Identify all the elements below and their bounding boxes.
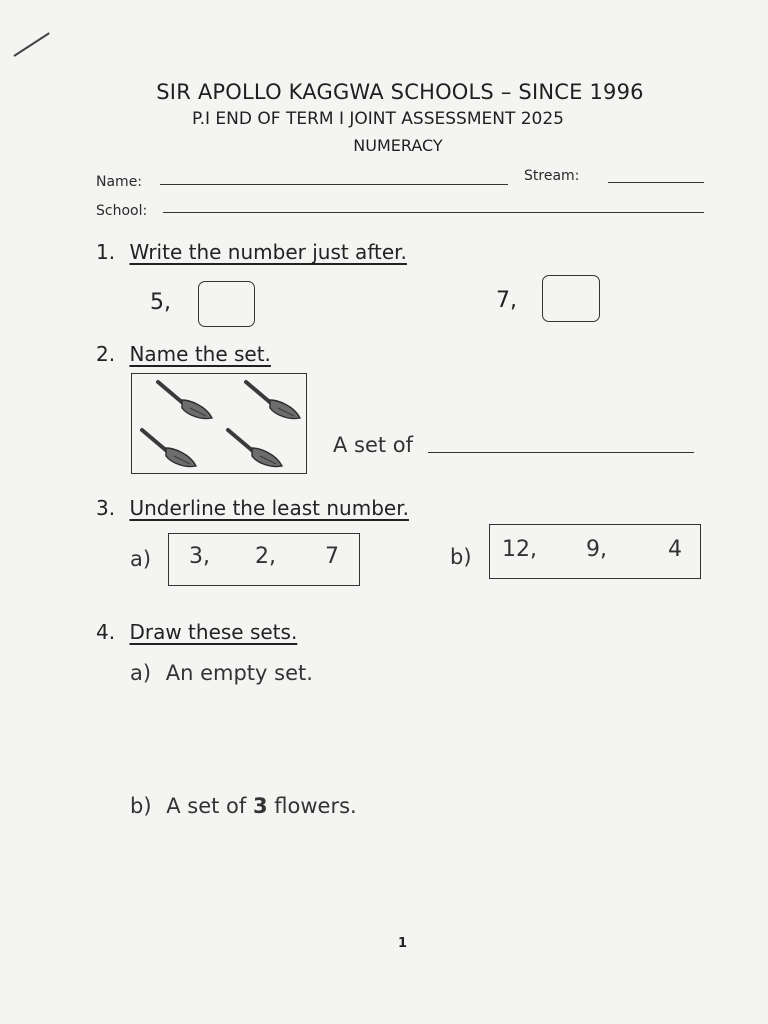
paint-brush-icon	[224, 426, 286, 472]
question-4-heading	[96, 620, 297, 644]
question-1-number: 1.	[96, 240, 116, 264]
stream-field[interactable]	[608, 182, 704, 183]
name-field[interactable]	[160, 184, 508, 185]
q4-part-b-prefix: A set of	[166, 794, 247, 818]
q3-a-value-1[interactable]: 3,	[189, 544, 210, 569]
page-number: 1	[398, 936, 408, 951]
q3-part-b-box	[489, 524, 701, 579]
q4-part-b	[130, 794, 357, 818]
q4-part-a-drawing-area[interactable]	[130, 700, 690, 790]
q4-part-b-label: b)	[130, 794, 152, 818]
paint-brush-icon	[154, 378, 216, 424]
school-title: SIR APOLLO KAGGWA SCHOOLS – SINCE 1996	[156, 80, 644, 104]
assessment-title: P.I END OF TERM I JOINT ASSESSMENT 2025	[192, 109, 564, 129]
q3-b-value-2[interactable]: 9,	[586, 537, 607, 562]
q2-answer-line[interactable]	[428, 452, 694, 453]
question-3-text: Underline the least number.	[129, 496, 409, 520]
q1-answer-box-1[interactable]	[198, 281, 255, 327]
q3-a-value-3[interactable]: 7	[325, 544, 339, 569]
question-3-number: 3.	[96, 496, 116, 520]
name-label: Name:	[96, 174, 143, 190]
q3-part-a-label: a)	[130, 547, 152, 571]
question-3-heading	[96, 496, 409, 520]
question-1-text: Write the number just after.	[129, 240, 407, 264]
q1-item-5: 5,	[150, 290, 171, 315]
question-4-text: Draw these sets.	[129, 620, 298, 644]
q1-answer-box-2[interactable]	[542, 275, 600, 322]
brush-set-picture	[131, 373, 307, 474]
question-4-number: 4.	[96, 620, 116, 644]
q3-part-b-label: b)	[450, 545, 472, 569]
question-2-text: Name the set.	[129, 342, 271, 366]
q4-part-a	[130, 661, 313, 685]
q2-prompt: A set of	[333, 433, 414, 457]
pen-mark	[13, 32, 49, 57]
question-1-heading	[96, 240, 407, 264]
q3-part-a-box	[168, 533, 360, 586]
q4-part-a-text: An empty set.	[165, 661, 313, 685]
school-field[interactable]	[163, 212, 704, 213]
question-2-number: 2.	[96, 342, 116, 366]
question-2-heading	[96, 342, 271, 366]
q3-b-value-3[interactable]: 4	[668, 537, 682, 562]
paint-brush-icon	[138, 426, 200, 472]
q4-part-b-drawing-area[interactable]	[130, 834, 690, 924]
subject-title: NUMERACY	[353, 136, 443, 155]
q4-part-b-suffix: flowers.	[274, 794, 357, 818]
q4-part-a-label: a)	[130, 661, 152, 685]
paint-brush-icon	[242, 378, 304, 424]
stream-label: Stream:	[524, 168, 580, 184]
q1-item-7: 7,	[496, 288, 517, 313]
school-label: School:	[96, 203, 148, 219]
q3-a-value-2[interactable]: 2,	[255, 544, 276, 569]
q4-part-b-count: 3	[252, 794, 268, 818]
q3-b-value-1[interactable]: 12,	[502, 537, 537, 562]
